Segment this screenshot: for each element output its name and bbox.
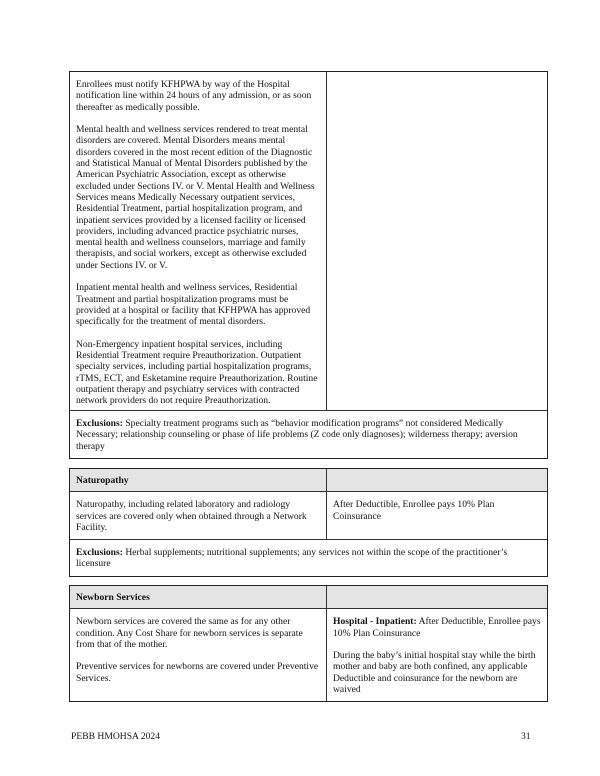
newborn-header-row — [70, 586, 547, 608]
newborn-header: Newborn Services — [70, 586, 327, 608]
exclusions-label: Exclusions: — [76, 547, 123, 559]
mental-health-description-cell — [70, 72, 327, 410]
mental-health-row — [70, 72, 547, 410]
mental-health-benefit-table — [69, 71, 548, 459]
inpatient-facility-paragraph: Inpatient mental health and wellness services, Residential Treatment and partial hospitalization programs must be provided at a hospital or facility that KFHPWA has approved specifically for the treatment of mental disorders. — [76, 282, 311, 328]
newborn-cost-share — [327, 609, 547, 701]
naturopathy-description: Naturopathy, including related laboratory and radiology services are covered only when obtained through a Network Facility. — [70, 492, 327, 539]
naturopathy-row — [70, 491, 547, 539]
naturopathy-cost-share: After Deductible, Enrollee pays 10% Plan Coinsurance — [333, 499, 495, 522]
naturopathy-header-row — [70, 469, 547, 491]
hospital-inpatient-cost-share — [333, 616, 541, 639]
mental-health-cost-share-cell — [327, 72, 547, 410]
exclusions-text: Specialty treatment programs such as “behavior modification programs” not considered Medically Necessary; relationship counseling or phase of life problems (Z code only diagnoses); wilderness therapy; aversion therapy — [76, 418, 518, 452]
hospital-inpatient-label: Hospital - Inpatient: — [333, 616, 417, 628]
mental-health-exclusions — [70, 411, 547, 458]
naturopathy-exclusions-row — [70, 539, 547, 576]
naturopathy-benefit-table — [69, 468, 548, 577]
newborn-row — [70, 608, 547, 701]
preauthorization-paragraph: Non-Emergency inpatient hospital services, including Residential Treatment require Preauthorization. Outpatient specialty services, including partial hospitalization programs, rTMS, ECT, and Esketamine require Preauthorization. Routine outpatient therapy and psychiatry services with contracted network providers do not require Preauthorization. — [76, 338, 318, 407]
naturopathy-header-right — [327, 469, 547, 491]
naturopathy-header: Naturopathy — [70, 469, 327, 491]
footer-page-number: 31 — [521, 731, 531, 742]
mental-disorders-definition-paragraph: Mental health and wellness services rendered to treat mental disorders are covered. Mental Disorders means mental disorders covered in the most recent edition of the Diagnostic and Statistical Manual of Mental Disorders published by the American Psychiatric Association, except as otherwise excluded under Sections IV. or V. Mental Health and Wellness Services means Medically Necessary outpatient services, Residential Treatment, partial hospitalization program, and inpatient services provided by a licensed facility or licensed providers, including advanced practice psychiatric nurses, mental health and wellness counselors, marriage and family therapists, and social workers, except as otherwise excluded under Sections IV. or V. — [76, 124, 315, 271]
exclusions-text: Herbal supplements; nutritional supplements; any services not within the scope of the practitioner’s licensure — [76, 547, 508, 570]
newborn-services-benefit-table — [69, 585, 548, 702]
newborn-preventive-paragraph: Preventive services for newborns are covered under Preventive Services. — [76, 661, 319, 684]
mental-health-exclusions-row — [70, 410, 547, 458]
naturopathy-exclusions — [70, 540, 547, 576]
exclusions-label: Exclusions: — [76, 418, 123, 429]
footer-document-name: PEBB HMOHSA 2024 — [71, 731, 161, 742]
newborn-header-right — [327, 586, 547, 608]
newborn-waiver-paragraph: During the baby’s initial hospital stay while the birth mother and baby are both confined, any applicable Deductible and coinsurance for the newborn are waived — [333, 650, 536, 696]
hospital-inpatient-text: After Deductible, Enrollee pays 10% Plan Coinsurance — [333, 616, 541, 639]
newborn-coverage-paragraph: Newborn services are covered the same as for any other condition. Any Cost Share for newborn services is separate from that of the mother. — [76, 616, 303, 650]
newborn-description — [70, 609, 327, 701]
hospital-notification-paragraph: Enrollees must notify KFHPWA by way of the Hospital notification line within 24 hours of any admission, or as soon thereafter as medically possible. — [76, 79, 312, 113]
